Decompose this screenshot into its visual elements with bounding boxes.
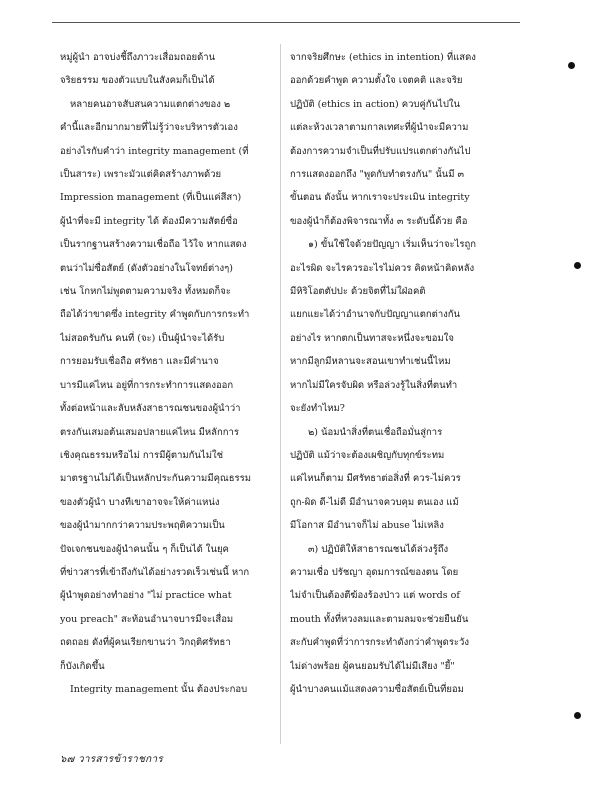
right-line: ออกด้วยคำพูด ความตั้งใจ เจตคติ และจริย <box>290 75 463 87</box>
right-line: ขั้นตอน ดังนั้น หากเราจะประเมิน integrity <box>290 192 470 204</box>
right-line: ความเชื่อ ปรัชญา อุดมการณ์ของตน โดย <box>290 566 459 578</box>
left-line: ถดถอย ดังที่ผู้คนเรียกขานว่า วิกฤติศรัทธา <box>60 637 231 649</box>
right-line: แยกแยะได้ว่าอำนาจกับปัญญาแตกต่างกัน <box>290 309 461 321</box>
left-line: you preach" สะท้อนอำนาจบารมีจะเสื่อม <box>60 613 234 625</box>
left-line: บารมีแค่ไหน อยู่ที่การกระทำการแสดงออก <box>60 379 234 391</box>
left-line: เป็นสาระ) เพราะมัวแต่คิดสร้างภาพด้วย <box>60 169 222 181</box>
right-line: ปฏิบัติ (ethics in action) ควบคู่กันไปใน <box>290 98 460 110</box>
right-line: แค่ไหนก็ตาม มีศรัทธาต่อสิ่งที่ ควร-ไม่ควร <box>290 473 461 485</box>
binder-hole-mark <box>568 62 575 69</box>
left-line: คำนี้และอีกมากมายที่ไม่รู้ว่าจะบริหารตัวเอง <box>60 122 238 134</box>
left-line: ถือได้ว่าขาดซึ่ง integrity คำพูดกับการกระทำ <box>60 309 250 321</box>
top-rule <box>52 22 520 23</box>
column-divider <box>280 44 281 744</box>
right-line: อะไรผิด จะไรควรอะไรไม่ควร คิดหน้าคิดหลัง <box>290 262 475 274</box>
right-line: ปฏิบัติ แม้ว่าจะต้องเผชิญกับทุกข์ระทม <box>290 449 445 461</box>
binder-hole-mark <box>574 262 581 269</box>
right-line: อย่างไร หากตกเป็นทาสจะหนึ่งจะขอมใจ <box>290 332 454 344</box>
right-line: ผู้นำบางคนแม้แสดงความซื่อสัตย์เป็นที่ยอม <box>290 683 464 695</box>
left-line: เชิงคุณธรรมหรือไม่ การมีผู้ตามกันไม่ใช่ <box>60 449 224 461</box>
left-line: หมู่ผู้นำ อาจบ่งชี้ถึงภาวะเสื่อมถอยด้าน <box>60 52 216 63</box>
left-line: ทั้งต่อหน้าและลับหลังสาธารณชนของผู้นำว่า <box>60 403 241 415</box>
left-line: ปัจเจกชนของผู้นำคนนั้น ๆ ก็เป็นได้ ในยุค <box>60 543 229 555</box>
right-line: ไม่ด่างพร้อย ผู้คนยอมรับได้ไม่มีเสียง "ยี้" <box>290 660 455 672</box>
right-line: ๓) ปฏิบัติให้สาธารณชนได้ล่วงรู้ถึง <box>308 543 449 555</box>
right-line: สะกับคำพูดที่ว่าการกระทำดังกว่าคำพูดระวัง <box>290 637 470 649</box>
left-line: การยอมรับเชื่อถือ ศรัทธา และมีคำนาจ <box>60 356 219 368</box>
right-line: ๑) ขั้นใช้ใจด้วยปัญญา เริ่มเห็นว่าจะไรถูก <box>308 239 477 251</box>
right-line: มีหิริโอตตัปปะ ด้วยจิตที่ไม่ใฝ่อคติ <box>290 286 426 298</box>
left-column <box>60 46 280 701</box>
right-line: แต่ละห้วงเวลาตามกาลเทศะที่ผู้นำจะมีความ <box>290 122 469 134</box>
right-line: ๒) น้อมนำสิ่งที่ตนเชื่อถือมั่นสู่การ <box>308 426 443 438</box>
right-line: จะยังทำไหม? <box>290 403 345 415</box>
right-line: ต้องการความจำเป็นที่ปรับแปรแตกต่างกันไป <box>290 145 471 157</box>
left-line: เช่น โกหกไม่พูดตามความจริง ทั้งหมดก็จะ <box>60 286 231 298</box>
right-line: ถูก-ผิด ดี-ไม่ดี มีอำนาจควบคุม ตนเอง แม้ <box>290 496 459 508</box>
left-line: ก็บังเกิดขึ้น <box>60 660 105 672</box>
left-line: ไม่สอดรับกัน คนที่ (จะ) เป็นผู้นำจะได้รับ <box>60 332 225 344</box>
left-line: ที่ข่าวสารที่เข้าถึงกันได้อย่างรวดเร็วเช่นนี้ หาก <box>60 566 250 578</box>
left-line: ตนว่าไม่ซื่อสัตย์ (ดังตัวอย่างในโจทย์ต่างๆ) <box>60 262 233 274</box>
binder-hole-mark <box>574 712 581 719</box>
left-line: เป็นรากฐานสร้างความเชื่อถือ ไว้ใจ หากแสดง <box>60 239 247 251</box>
left-line: Impression management (ที่เป็นแค่สีสา) <box>60 192 242 204</box>
right-column <box>290 46 510 701</box>
right-line: หากไม่มีใครจับผิด หรือล่วงรู้ในสิ่งที่ตนทำ <box>290 379 458 391</box>
left-line: ผู้นำพูดอย่างทำอย่าง "ไม่ practice what <box>60 590 232 602</box>
right-line: จากจริยศึกษะ (ethics in intention) ที่แสดง <box>290 52 476 63</box>
left-line: Integrity management นั้น ต้องประกอบ <box>70 683 248 695</box>
left-line: อย่างไรกับคำว่า integrity management (ที่ <box>60 145 249 157</box>
right-line: การแสดงออกถึง "พูดกับทำตรงกัน" นั้นมี ๓ <box>290 169 464 181</box>
left-line: หลายคนอาจสับสนความแตกต่างของ ๒ <box>70 98 231 110</box>
left-line: ของผู้นำมากกว่าความประพฤติความเป็น <box>60 520 225 532</box>
left-line: ผู้นำที่จะมี integrity ได้ ต้องมีความสัตย์ซื่อ <box>60 215 238 227</box>
right-line: ของผู้นำก็ต้องพิจารณาทั้ง ๓ ระดับนี้ด้วย คือ <box>290 215 468 227</box>
right-line: ไม่จำเป็นต้องตีฆ้องร้องป่าว แต่ words of <box>290 590 460 602</box>
page-footer: ๖๗ วารสารข้าราชการ <box>60 754 164 765</box>
left-line: ตรงกันเสมอต้นเสมอปลายแค่ไหน มีหลักการ <box>60 426 239 438</box>
left-line: ของตัวผู้นำ บางทีเขาอาจจะให้ค่าแหน่ง <box>60 496 220 508</box>
left-line: จริยธรรม ของตัวแบบในสังคมก็เป็นได้ <box>60 75 215 87</box>
left-line: มาตรฐานไม่ได้เป็นหลักประกันความมีคุณธรรม <box>60 473 251 485</box>
right-line: มีโอกาส มีอำนาจก็ไม่ abuse ไม่เหลิง <box>290 520 444 532</box>
right-line: หากมีลูกมีหลานจะสอนเขาทำเช่นนี้ไหม <box>290 356 451 368</box>
right-line: mouth ทั้งที่หวงลมและตามลมจะช่วยยืนยัน <box>290 613 469 625</box>
